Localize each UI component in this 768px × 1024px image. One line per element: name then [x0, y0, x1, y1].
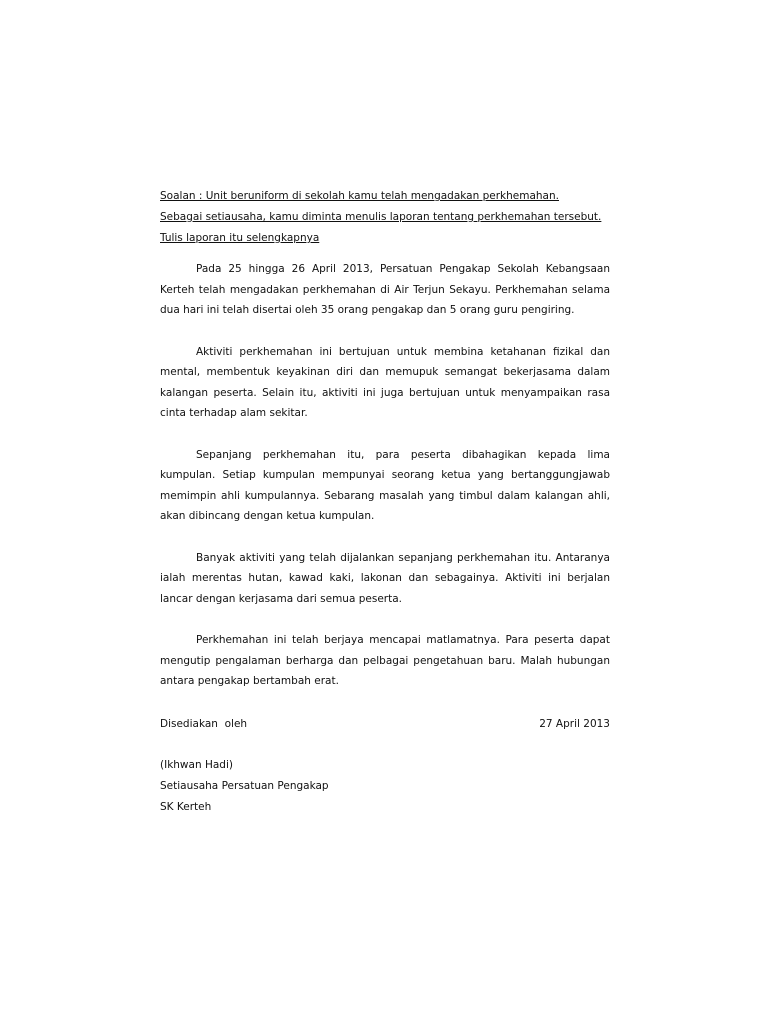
- signatory-name: (Ikhwan Hadi): [160, 758, 233, 771]
- report-date: 27 April 2013: [539, 717, 610, 730]
- question-line-1: Soalan : Unit beruniform di sekolah kamu telah mengadakan perkhemahan.: [160, 190, 559, 202]
- paragraph-1: Pada 25 hingga 26 April 2013, Persatuan Pengakap Sekolah Kebangsaan Kerteh telah mengadakan perkhemahan di Air Terjun Sekayu. Perkhemahan selama dua hari ini telah disertai oleh 35 orang pengakap dan 5 orang guru pengiring.: [160, 263, 610, 316]
- signatory-school: SK Kerteh: [160, 800, 212, 813]
- report-body: [160, 259, 610, 692]
- paragraph-2: Aktiviti perkhemahan ini bertujuan untuk membina ketahanan fizikal dan mental, membentuk keyakinan diri dan memupuk semangat bekerjasama dalam kalangan peserta. Selain itu, aktiviti ini juga bertujuan untuk menyampaikan rasa cinta terhadap alam sekitar.: [160, 345, 610, 419]
- paragraph-3: Sepanjang perkhemahan itu, para peserta dibahagikan kepada lima kumpulan. Setiap kumpulan mempunyai seorang ketua yang bertanggungjawab memimpin ahli kumpulannya. Sebarang masalah yang timbul dalam kalangan ahli, akan dibincang dengan ketua kumpulan.: [160, 448, 610, 522]
- question-line-3: Tulis laporan itu selengkapnya: [160, 232, 320, 244]
- paragraph-5: Perkhemahan ini telah berjaya mencapai matlamatnya. Para peserta dapat mengutip pengalaman berharga dan pelbagai pengetahuan baru. Malah hubungan antara pengakap bertambah erat.: [160, 634, 610, 687]
- signatory-position: Setiausaha Persatuan Pengakap: [160, 779, 329, 792]
- prepared-by-label: Disediakan oleh: [160, 717, 248, 730]
- paragraph-4: Banyak aktiviti yang telah dijalankan sepanjang perkhemahan itu. Antaranya ialah merentas hutan, kawad kaki, lakonan dan sebagainya. Aktiviti ini berjalan lancar dengan kerjasama dari semua peserta.: [160, 551, 610, 605]
- question-section: [160, 186, 610, 249]
- signature-block: [160, 755, 610, 818]
- signature-row: [160, 714, 610, 734]
- question-line-2: Sebagai setiausaha, kamu diminta menulis laporan tentang perkhemahan tersebut.: [160, 211, 602, 223]
- report-document: [160, 186, 610, 818]
